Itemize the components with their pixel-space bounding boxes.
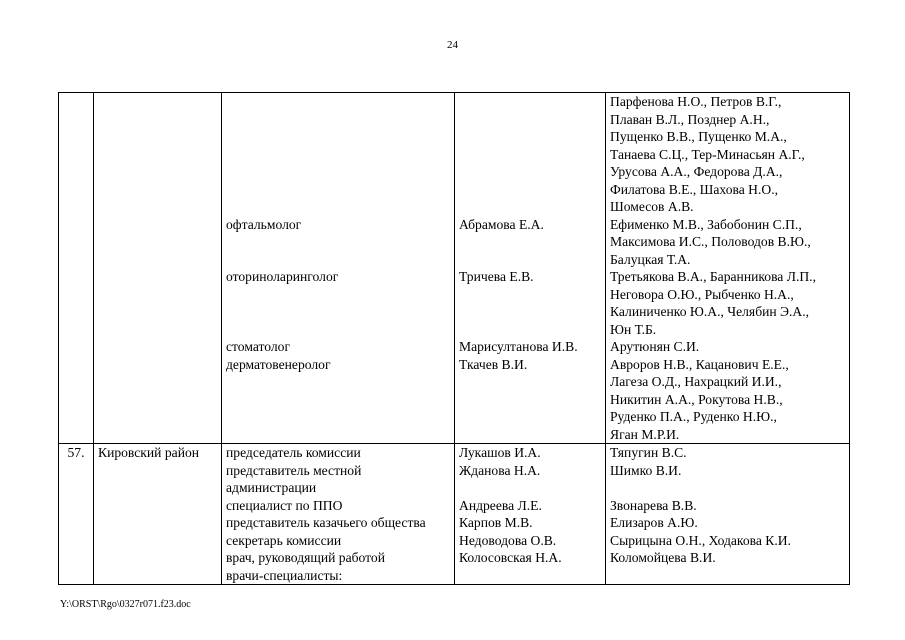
member-line: Недоводова О.В. — [459, 532, 557, 548]
member-line: Карпов М.В. — [459, 515, 533, 530]
member-line — [459, 373, 601, 391]
member-line — [459, 93, 601, 111]
member-cell — [455, 444, 606, 585]
position-line: секретарь комиссии — [226, 532, 342, 548]
position-line — [226, 111, 450, 129]
reserve-line: Коломойцева В.И. — [610, 550, 716, 565]
position-line — [226, 128, 450, 146]
position-line — [226, 303, 450, 321]
position-line — [226, 198, 450, 216]
position-line — [226, 286, 450, 304]
position-line — [226, 426, 450, 444]
reserve-line: Калиниченко Ю.А., Челябин Э.А., — [610, 304, 810, 319]
reserve-line: Сырицына О.Н., Ходакова К.И. — [610, 532, 791, 548]
position-line — [226, 146, 450, 164]
page-number: 24 — [447, 39, 458, 51]
district-name: Кировский район — [98, 445, 200, 460]
reserve-line: Плаван В.Л., Позднер А.Н., — [610, 111, 770, 127]
reserve-line: Балуцкая Т.А. — [610, 251, 691, 267]
reserve-line: Лагеза О.Д., Нахрацкий И.И., — [610, 374, 782, 389]
reserve-line: Руденко П.А., Руденко Н.Ю., — [610, 409, 777, 424]
reserve-line: Шомесов А.В. — [610, 199, 694, 214]
district-cell — [94, 444, 222, 585]
table-row — [59, 93, 850, 444]
footer-file-path: Y:\ORST\Rgo\0327r071.f23.doc — [60, 599, 191, 610]
member-line: Лукашов И.А. — [459, 445, 541, 460]
row-number-text: 57. — [67, 445, 85, 460]
member-line — [459, 391, 601, 409]
reserve-line: Арутюнян С.И. — [610, 339, 700, 354]
member-line — [459, 286, 601, 304]
member-line: Андреева Л.Е. — [459, 497, 542, 513]
member-line — [459, 303, 601, 321]
reserve-line: Ефименко М.В., Забобонин С.П., — [610, 216, 802, 232]
member-line — [459, 408, 601, 426]
member-line: Жданова Н.А. — [459, 462, 541, 478]
table-row — [59, 444, 850, 585]
reserve-line — [610, 479, 845, 497]
position-line: стоматолог — [226, 339, 291, 354]
member-line: Ткачев В.И. — [459, 356, 528, 372]
district-name — [98, 93, 217, 111]
reserve-line: Шимко В.И. — [610, 462, 682, 478]
reserve-line: Парфенова Н.О., Петров В.Г., — [610, 94, 782, 109]
position-line: оториноларинголог — [226, 269, 339, 284]
reserve-line: Урусова А.А., Федорова Д.А., — [610, 164, 783, 179]
row-number — [59, 444, 94, 585]
member-line — [459, 479, 601, 497]
position-line — [226, 233, 450, 251]
position-cell — [222, 93, 455, 444]
reserve-line: Звонарева В.В. — [610, 497, 697, 513]
position-line — [226, 181, 450, 199]
reserve-line — [610, 567, 845, 585]
reserve-line: Максимова И.С., Половодов В.Ю., — [610, 234, 811, 249]
row-number-text — [59, 93, 93, 111]
member-line — [459, 426, 601, 444]
position-line: администрации — [226, 480, 317, 495]
reserve-line: Третьякова В.А., Баранникова Л.П., — [610, 269, 816, 284]
position-line — [226, 391, 450, 409]
member-line — [459, 321, 601, 339]
reserve-line: Пущенко В.В., Пущенко М.А., — [610, 129, 787, 144]
reserve-line: Никитин А.А., Рокутова Н.В., — [610, 391, 783, 407]
member-line — [459, 567, 601, 585]
reserve-line: Юн Т.Б. — [610, 321, 657, 337]
position-line — [226, 408, 450, 426]
member-line — [459, 111, 601, 129]
position-line — [226, 93, 450, 111]
member-line: Колосовская Н.А. — [459, 550, 562, 565]
reserve-line: Филатова В.Е., Шахова Н.О., — [610, 181, 778, 197]
member-line: Тричева Е.В. — [459, 269, 534, 284]
position-line — [226, 373, 450, 391]
position-line: офтальмолог — [226, 216, 302, 232]
district-cell — [94, 93, 222, 444]
position-line — [226, 163, 450, 181]
member-line: Марисултанова И.В. — [459, 339, 578, 354]
member-cell — [455, 93, 606, 444]
commission-table — [58, 92, 850, 585]
member-line — [459, 198, 601, 216]
reserve-cell — [606, 444, 850, 585]
member-line — [459, 233, 601, 251]
position-line: представитель местной — [226, 462, 362, 478]
position-line: врачи-специалисты: — [226, 567, 343, 583]
member-line — [459, 251, 601, 269]
reserve-line: Неговора О.Ю., Рыбченко Н.А., — [610, 286, 794, 302]
position-line: дерматовенеролог — [226, 356, 331, 372]
position-line — [226, 321, 450, 339]
member-line — [459, 128, 601, 146]
member-line — [459, 181, 601, 199]
member-line — [459, 146, 601, 164]
reserve-line: Тяпугин В.С. — [610, 445, 687, 460]
position-line — [226, 251, 450, 269]
position-line: председатель комиссии — [226, 445, 361, 460]
reserve-line: Яган М.Р.И. — [610, 426, 680, 442]
reserve-line: Елизаров А.Ю. — [610, 515, 698, 530]
position-line: врач, руководящий работой — [226, 550, 385, 565]
position-line: специалист по ППО — [226, 497, 343, 513]
row-number — [59, 93, 94, 444]
member-line — [459, 163, 601, 181]
position-line: представитель казачьего общества — [226, 515, 426, 530]
position-cell — [222, 444, 455, 585]
reserve-cell — [606, 93, 850, 444]
member-line: Абрамова Е.А. — [459, 216, 544, 232]
reserve-line: Авроров Н.В., Кацанович Е.Е., — [610, 356, 789, 372]
reserve-line: Танаева С.Ц., Тер-Минасьян А.Г., — [610, 146, 805, 162]
